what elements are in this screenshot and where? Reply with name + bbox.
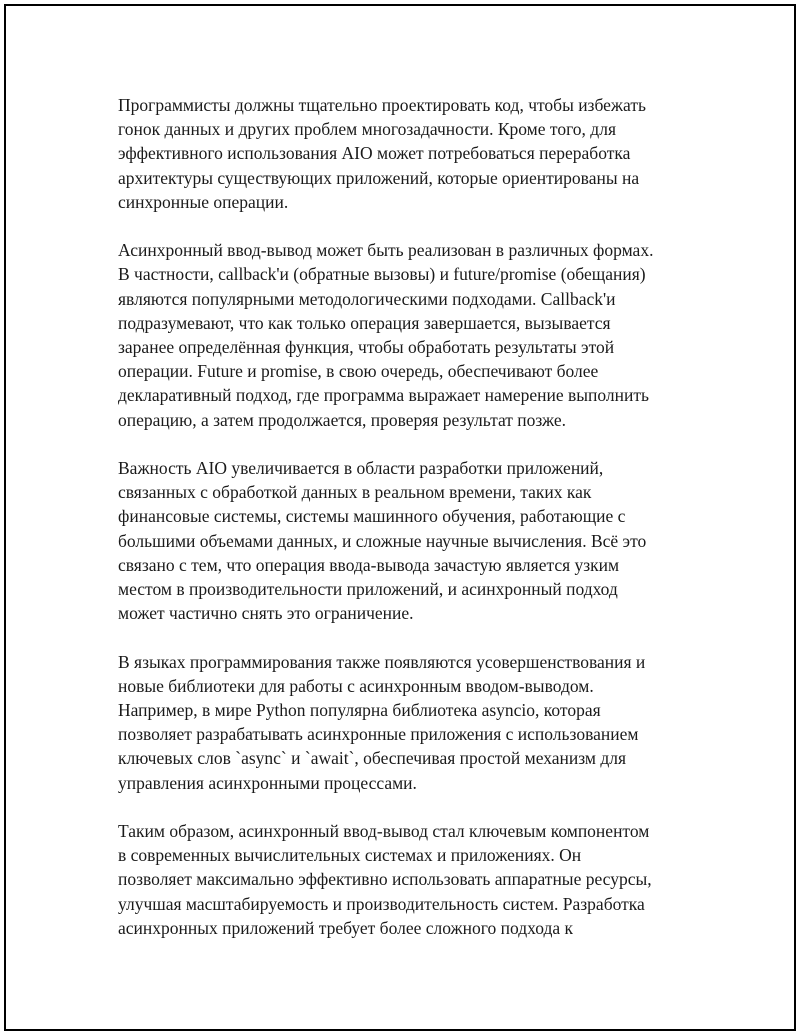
text-line: связанных с обработкой данных в реальном времени, таких как <box>118 482 592 503</box>
text-line: синхронные операции. <box>118 191 289 212</box>
text-line: В частности, callback'и (обратные вызовы) и future/promise (обещания) <box>118 264 646 285</box>
text-line: подразумевают, что как только операция завершается, вызывается <box>118 312 611 333</box>
text-line: архитектуры существующих приложений, которые ориентированы на <box>118 167 640 188</box>
text-line: финансовые системы, системы машинного обучения, работающие с <box>118 506 626 527</box>
paragraph-4 <box>118 650 688 795</box>
text-line: операцию, а затем продолжается, проверяя результат позже. <box>118 409 566 430</box>
text-line: позволяет разрабатывать асинхронные приложения с использованием <box>118 724 639 745</box>
text-line: большими объемами данных, и сложные научные вычисления. Всё это <box>118 530 647 551</box>
text-line: асинхронных приложений требует более сложного подхода к <box>118 917 574 938</box>
text-line: связано с тем, что операция ввода-вывода зачастую является узким <box>118 554 620 575</box>
text-line: местом в производительности приложений, и асинхронный подход <box>118 579 618 600</box>
paragraph-5 <box>118 819 688 940</box>
text-line: ключевых слов `async` и `await`, обеспечивая простой механизм для <box>118 748 627 769</box>
text-line: может частично снять это ограничение. <box>118 603 414 624</box>
text-line: в современных вычислительных системах и приложениях. Он <box>118 845 582 866</box>
text-line: Асинхронный ввод-вывод может быть реализован в различных формах. <box>118 240 654 261</box>
paragraph-1 <box>118 93 688 214</box>
text-line: эффективного использования AIO может потребоваться переработка <box>118 143 631 164</box>
text-line: операции. Future и promise, в свою очередь, обеспечивают более <box>118 361 599 382</box>
paragraph-3 <box>118 456 688 625</box>
document-body <box>118 93 688 964</box>
text-line: Таким образом, асинхронный ввод-вывод стал ключевым компонентом <box>118 821 650 842</box>
paragraph-2 <box>118 238 688 432</box>
text-line: управления асинхронными процессами. <box>118 772 417 793</box>
text-line: гонок данных и других проблем многозадачности. Кроме того, для <box>118 119 616 140</box>
text-line: новые библиотеки для работы с асинхронным вводом-выводом. <box>118 675 594 696</box>
text-line: улучшая масштабируемость и производительность систем. Разработка <box>118 893 645 914</box>
text-line: Программисты должны тщательно проектировать код, чтобы избежать <box>118 95 646 115</box>
text-line: заранее определённая функция, чтобы обработать результаты этой <box>118 337 615 358</box>
text-line: Важность AIO увеличивается в области разработки приложений, <box>118 458 604 479</box>
text-line: декларативный подход, где программа выражает намерение выполнить <box>118 385 650 406</box>
text-line: являются популярными методологическими подходами. Callback'и <box>118 288 616 309</box>
text-line: Например, в мире Python популярна библиотека asyncio, которая <box>118 700 601 721</box>
text-line: В языках программирования также появляются усовершенствования и <box>118 651 646 672</box>
text-line: позволяет максимально эффективно использовать аппаратные ресурсы, <box>118 869 652 890</box>
